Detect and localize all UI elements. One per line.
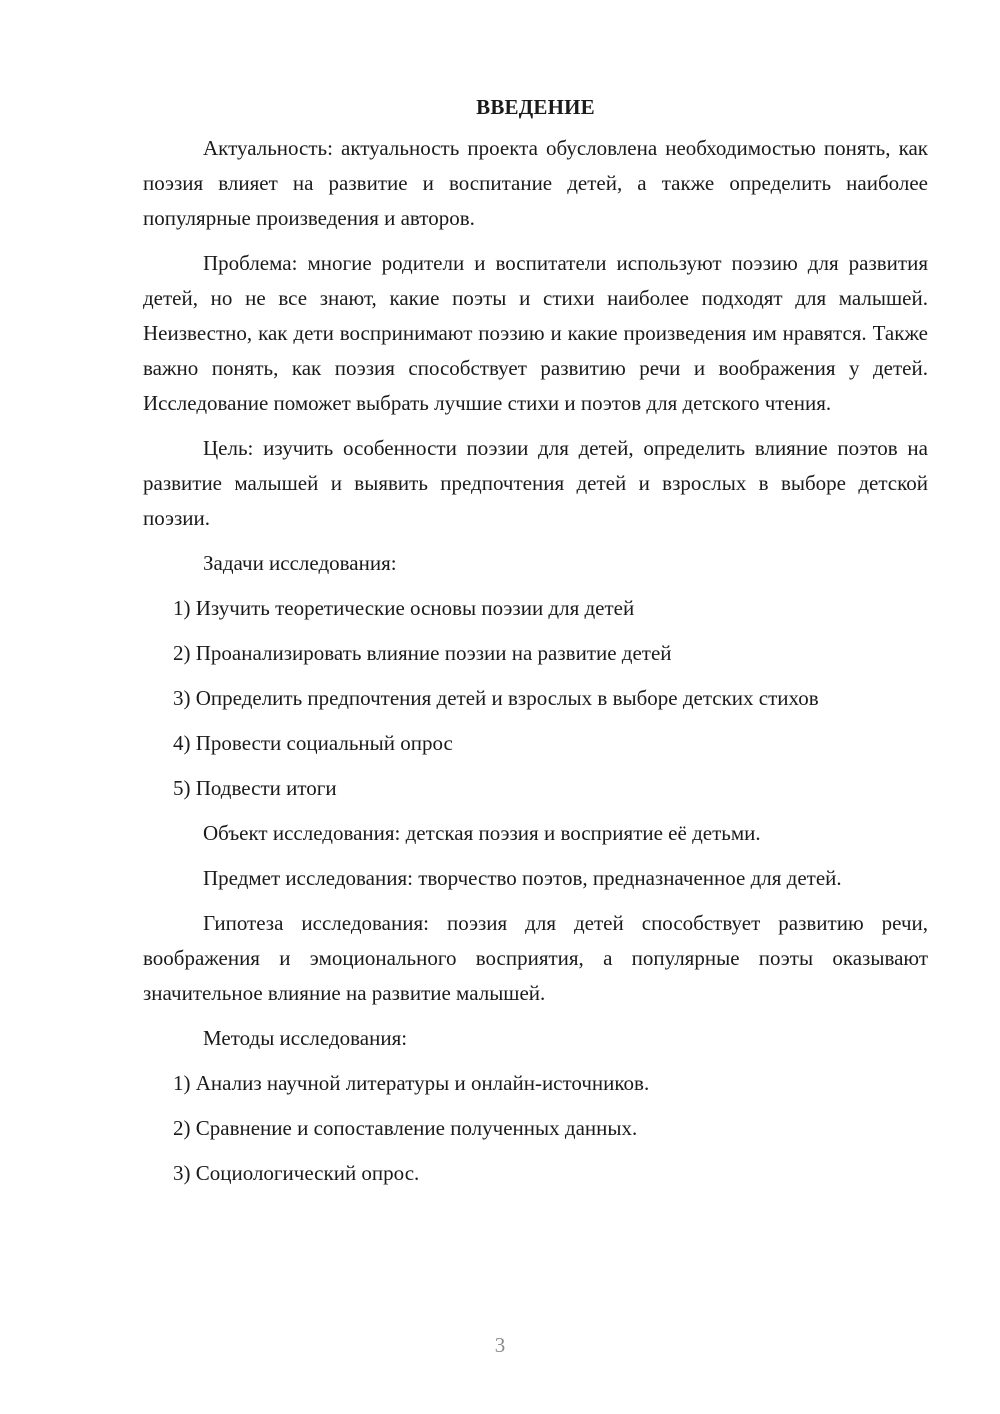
paragraph-methods-heading: Методы исследования: — [203, 1026, 408, 1050]
list-item-method-3: 3) Социологический опрос. — [173, 1161, 420, 1185]
paragraph-object: Объект исследования: детская поэзия и восприятие её детьми. — [203, 821, 761, 845]
paragraph-subject: Предмет исследования: творчество поэтов, предназначенное для детей. — [203, 866, 842, 890]
paragraph-hypothesis: Гипотеза исследования: поэзия для детей способствует развитию речи, воображения и эмоционального восприятия, а популярные поэты оказывают значительное влияние на развитие малышей. — [143, 911, 928, 1005]
paragraph-problem: Проблема: многие родители и воспитатели используют поэзию для развития детей, но не все знают, какие поэты и стихи наиболее подходят для малышей. Неизвестно, как дети воспринимают поэзию и какие произведения им нравятся. Также важно понять, как поэзия способствует развитию речи и воображения у детей. Исследование поможет выбрать лучшие стихи и поэтов для детского чтения. — [143, 251, 928, 415]
list-item-task-5: 5) Подвести итоги — [173, 776, 337, 800]
document-page — [143, 90, 928, 1201]
paragraph-tasks-heading: Задачи исследования: — [203, 551, 397, 575]
list-item-method-1: 1) Анализ научной литературы и онлайн-источников. — [173, 1071, 650, 1095]
list-item-method-2: 2) Сравнение и сопоставление полученных данных. — [173, 1116, 638, 1140]
list-item-task-2: 2) Проанализировать влияние поэзии на развитие детей — [173, 641, 672, 665]
list-item-task-4: 4) Провести социальный опрос — [173, 731, 453, 755]
paragraph-goal: Цель: изучить особенности поэзии для детей, определить влияние поэтов на развитие малышей и выявить предпочтения детей и взрослых в выборе детской поэзии. — [143, 436, 928, 530]
section-title: ВВЕДЕНИЕ — [476, 95, 595, 119]
list-item-task-3: 3) Определить предпочтения детей и взрослых в выборе детских стихов — [173, 686, 819, 710]
paragraph-relevance: Актуальность: актуальность проекта обусловлена необходимостью понять, как поэзия влияет на развитие и воспитание детей, а также определить наиболее популярные произведения и авторов. — [143, 136, 928, 230]
page-number: 3 — [494, 1333, 506, 1357]
list-item-task-1: 1) Изучить теоретические основы поэзии для детей — [173, 596, 635, 620]
